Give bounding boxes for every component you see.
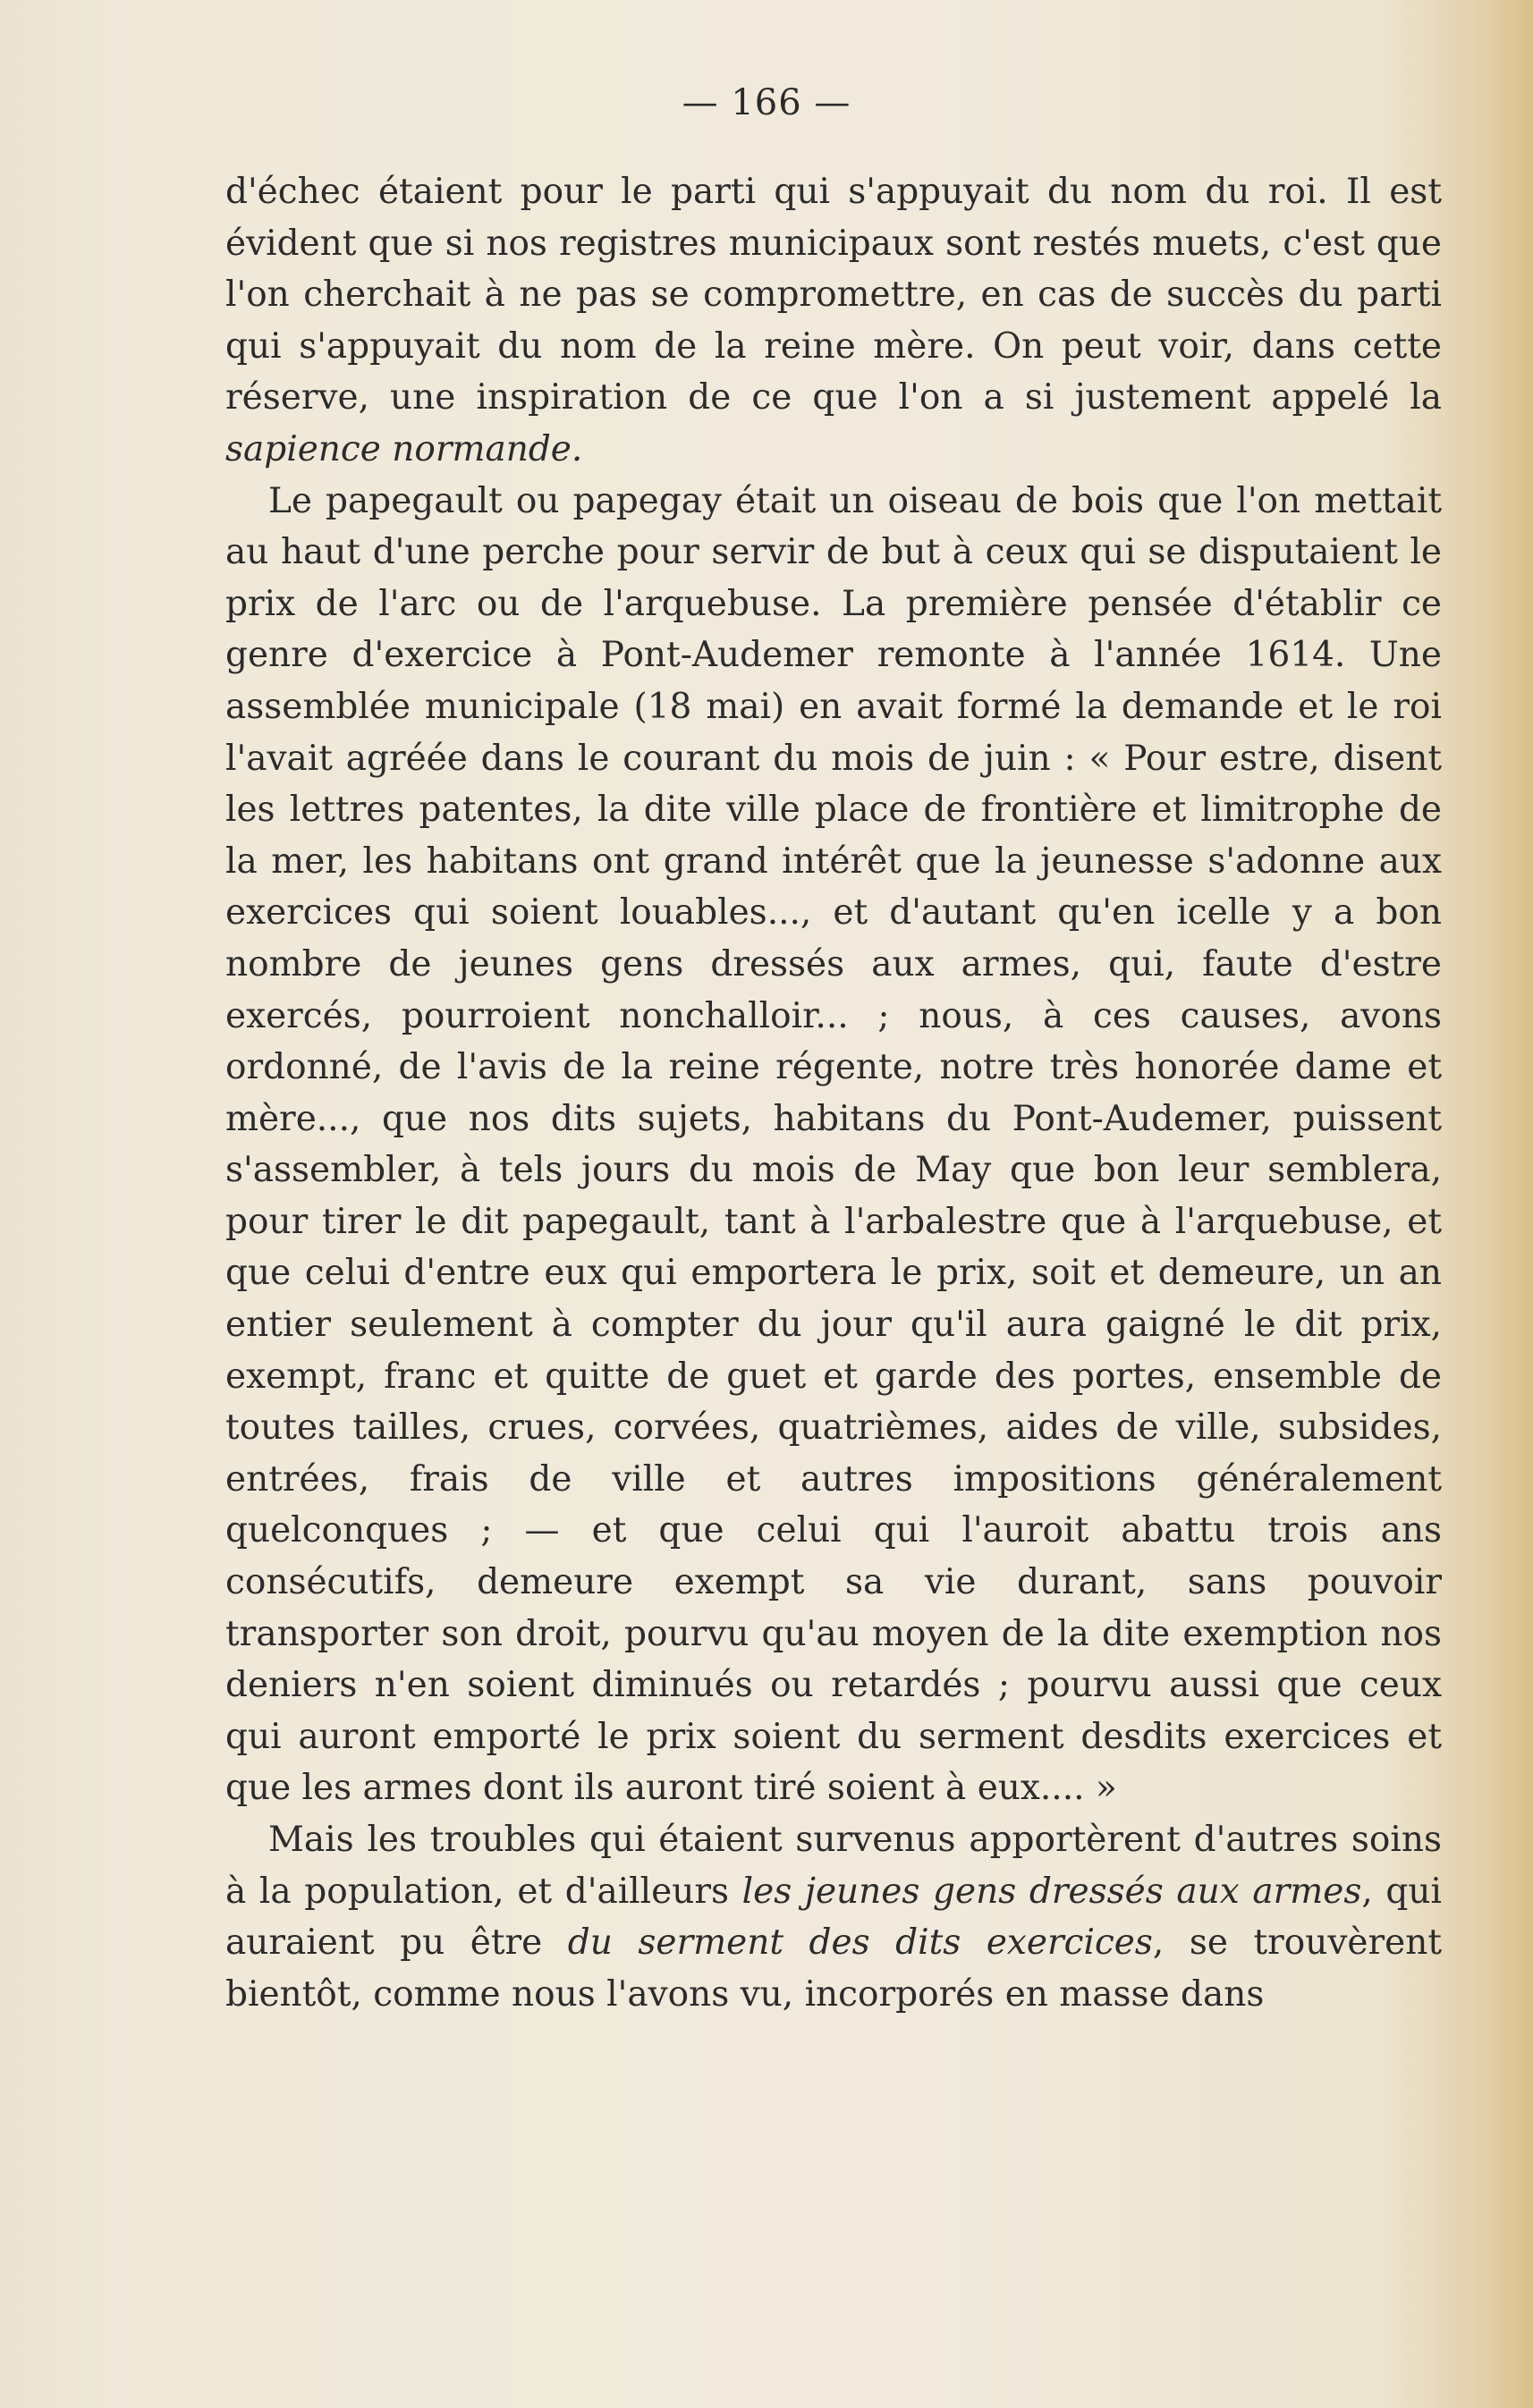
body-text [225,166,1442,2020]
paragraph-3-italic-2: du serment des dits exercices [567,1922,1153,1964]
paragraph-3 [225,1814,1442,2020]
paragraph-3-text-c: , se trouvèrent bientôt, comme nous l'avons vu, incorporés en masse dans [225,1922,1442,2015]
paragraph-1-italic: sapience normande. [225,428,583,469]
paragraph-3-italic-1: les jeunes gens dressés aux armes [741,1871,1362,1912]
paragraph-1-text: d'échec étaient pour le parti qui s'appuyait du nom du roi. Il est évident que si nos registres municipaux sont restés muets, c'est que l'on cherchait à ne pas se compromettre, en cas de succès du parti qui s'appuyait du nom de la reine mère. On peut voir, dans cette réserve, une inspiration de ce que l'on a si justement appelé la [225,172,1442,418]
paragraph-2: Le papegault ou papegay était un oiseau de bois que l'on mettait au haut d'une perche pour servir de but à ceux qui se disputaient le prix de l'arc ou de l'arquebuse. La première pensée d'établir ce genre d'exercice à Pont-Audemer remonte à l'année 1614. Une assemblée municipale (18 mai) en avait formé la demande et le roi l'avait agréée dans le courant du mois de juin : « Pour estre, disent les lettres patentes, la dite ville place de frontière et limitrophe de la mer, les habitans ont grand intérêt que la jeunesse s'adonne aux exercices qui soient louables..., et d'autant qu'en icelle y a bon nombre de jeunes gens dressés aux armes, qui, faute d'estre exercés, pourroient nonchalloir... ; nous, à ces causes, avons ordonné, de l'avis de la reine régente, notre très honorée dame et mère..., que nos dits sujets, habitans du Pont-Audemer, puissent s'assembler, à tels jours du mois de May que bon leur semblera, pour tirer le dit papegault, tant à l'arbalestre que à l'arquebuse, et que celui d'entre eux qui emportera le prix, soit et demeure, un an entier seulement à compter du jour qu'il aura gaigné le dit prix, exempt, franc et quitte de guet et garde des portes, ensemble de toutes tailles, crues, corvées, quatrièmes, aides de ville, subsides, entrées, frais de ville et autres impositions généralement quelconques ; — et que celui qui l'auroit abattu trois ans consécutifs, demeure exempt sa vie durant, sans pouvoir transporter son droit, pourvu qu'au moyen de la dite exemption nos deniers n'en soient diminués ou retardés ; pourvu aussi que ceux qui auront emporté le prix soient du serment desdits exercices et que les armes dont ils auront tiré soient à eux.... » [225,480,1442,1809]
paragraph-3-text-b: , qui auraient pu être [225,1871,1442,1964]
paragraph-3-text-a: Mais les troubles qui étaient survenus apportèrent d'autres soins à la population, et d'ailleurs [225,1820,1442,1912]
page-number: — 166 — [682,82,851,123]
paragraph-1 [225,166,1442,476]
